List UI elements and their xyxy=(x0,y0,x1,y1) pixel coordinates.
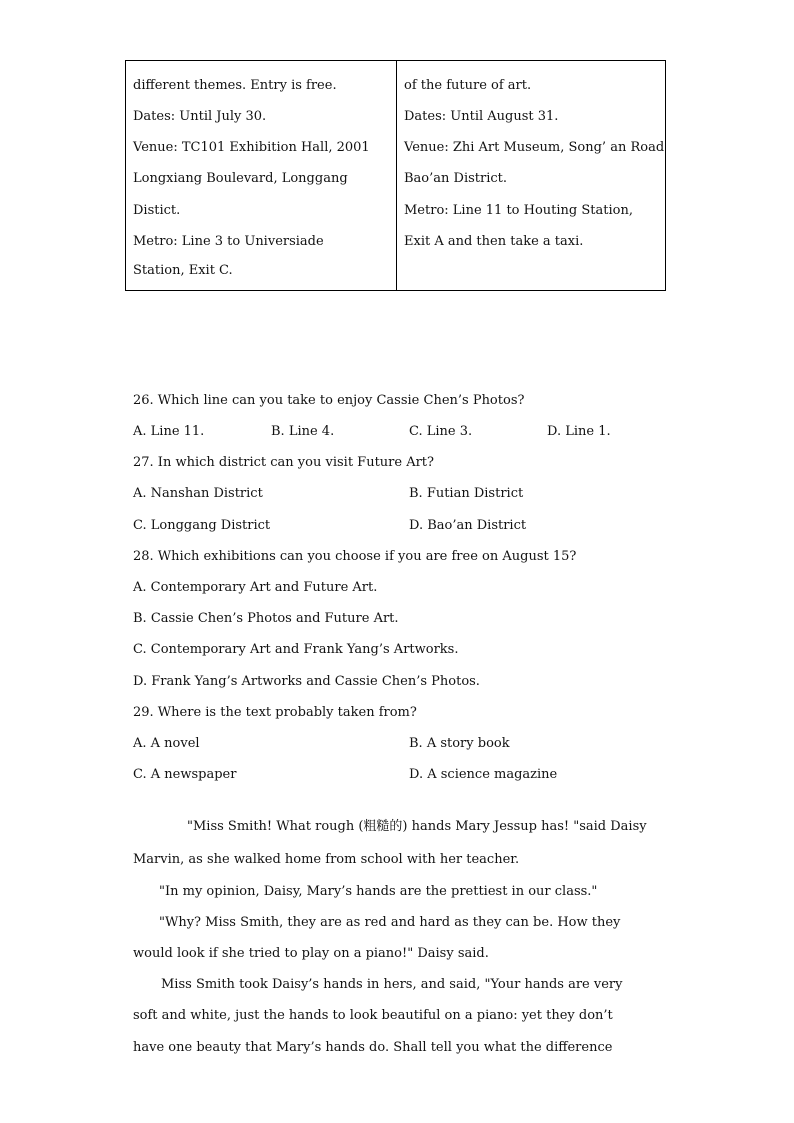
question-27-option-a: A. Nanshan District xyxy=(133,486,263,501)
question-26-option-a: A. Line 11. xyxy=(133,424,205,439)
question-26-stem: 26. Which line can you take to enjoy Cassie Chen’s Photos? xyxy=(133,393,525,408)
question-27-option-c: C. Longgang District xyxy=(133,518,271,533)
question-29-option-b: B. A story book xyxy=(409,736,510,751)
table-line: Metro: Line 11 to Houting Station, xyxy=(404,203,633,218)
table-line: Station, Exit C. xyxy=(133,263,233,278)
question-29-option-a: A. A novel xyxy=(133,736,200,751)
exhibition-info-table xyxy=(125,60,666,291)
question-28-option-c: C. Contemporary Art and Frank Yang’s Artworks. xyxy=(133,642,459,657)
table-line: of the future of art. xyxy=(404,78,532,93)
question-29-option-d: D. A science magazine xyxy=(409,767,558,782)
question-29-option-c: C. A newspaper xyxy=(133,767,237,782)
question-28-option-b: B. Cassie Chen’s Photos and Future Art. xyxy=(133,611,399,626)
table-row xyxy=(126,61,666,291)
question-29-stem: 29. Where is the text probably taken from? xyxy=(133,705,417,720)
question-28-option-a: A. Contemporary Art and Future Art. xyxy=(133,580,378,595)
table-line: Venue: TC101 Exhibition Hall, 2001 xyxy=(133,140,370,155)
question-26-option-d: D. Line 1. xyxy=(547,424,611,439)
passage-line: soft and white, just the hands to look beautiful on a piano: yet they don’t xyxy=(133,1008,613,1023)
question-28-stem: 28. Which exhibitions can you choose if you are free on August 15? xyxy=(133,549,577,564)
question-26-option-c: C. Line 3. xyxy=(409,424,473,439)
table-cell-right xyxy=(397,61,666,291)
table-line: Longxiang Boulevard, Longgang xyxy=(133,171,348,186)
table-line: different themes. Entry is free. xyxy=(133,78,337,93)
passage-line: Marvin, as she walked home from school with her teacher. xyxy=(133,852,520,867)
table-cell-left xyxy=(126,61,397,291)
question-28-option-d: D. Frank Yang’s Artworks and Cassie Chen’s Photos. xyxy=(133,674,480,689)
passage-line: have one beauty that Mary’s hands do. Shall tell you what the difference xyxy=(133,1040,613,1055)
table-line: Metro: Line 3 to Universiade xyxy=(133,234,324,249)
question-27-option-d: D. Bao’an District xyxy=(409,518,527,533)
passage-line: Miss Smith took Daisy’s hands in hers, and said, "Your hands are very xyxy=(161,977,623,992)
question-26-option-b: B. Line 4. xyxy=(271,424,335,439)
table-line: Venue: Zhi Art Museum, Song’ an Road xyxy=(404,140,665,155)
table-line: Exit A and then take a taxi. xyxy=(404,234,584,249)
table-line: Dates: Until August 31. xyxy=(404,109,559,124)
table-line: Distict. xyxy=(133,203,181,218)
table-line: Dates: Until July 30. xyxy=(133,109,267,124)
passage-line: would look if she tried to play on a piano!" Daisy said. xyxy=(133,946,489,961)
table-line: Bao’an District. xyxy=(404,171,508,186)
question-27-stem: 27. In which district can you visit Future Art? xyxy=(133,455,434,470)
passage-line: "In my opinion, Daisy, Mary’s hands are the prettiest in our class." xyxy=(159,884,598,899)
passage-line: "Miss Smith! What rough (粗糙的) hands Mary Jessup has! "said Daisy xyxy=(187,819,647,834)
passage-line: "Why? Miss Smith, they are as red and hard as they can be. How they xyxy=(159,915,621,930)
question-27-option-b: B. Futian District xyxy=(409,486,524,501)
